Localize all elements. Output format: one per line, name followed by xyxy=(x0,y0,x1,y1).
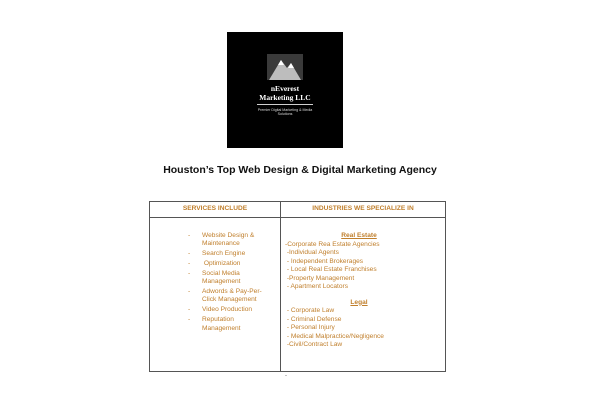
page-headline: Houston’s Top Web Design & Digital Marketing Agency xyxy=(163,164,437,176)
service-label: Optimization xyxy=(202,260,241,268)
service-item xyxy=(188,270,268,287)
list-item: - Medical Malpractice/Negligence xyxy=(285,332,384,340)
legal-list xyxy=(285,307,443,350)
real-estate-list xyxy=(285,241,443,292)
list-item: - Corporate Law xyxy=(285,307,335,314)
list-bullet: - xyxy=(188,260,191,268)
table-header-divider xyxy=(150,217,445,218)
list-item: - Criminal Defense xyxy=(285,315,342,323)
logo-name-line2: Marketing LLC xyxy=(259,93,311,102)
services-header: SERVICES INCLUDE xyxy=(182,205,248,212)
service-label: Video Production xyxy=(202,306,253,314)
section-gap xyxy=(285,292,443,299)
service-item xyxy=(188,306,268,314)
list-item: - Independent Brokerages xyxy=(285,257,364,265)
industries-column xyxy=(285,232,443,350)
service-label: Adwords & Pay-Per-Click Management xyxy=(202,288,262,304)
industries-header: INDUSTRIES WE SPECIALIZE IN xyxy=(312,205,414,212)
service-item xyxy=(188,232,268,249)
industry-title-legal: Legal xyxy=(350,298,368,306)
list-item: -Individual Agents xyxy=(285,249,339,256)
list-bullet: - xyxy=(188,306,191,314)
table-column-divider xyxy=(280,202,281,371)
list-item: -Corporate Rea Estate Agencies xyxy=(285,240,380,248)
mountain-icon xyxy=(267,54,303,80)
list-bullet: - xyxy=(188,269,191,277)
service-label: Reputation Management xyxy=(202,316,241,332)
list-item: -Property Management xyxy=(285,274,355,282)
list-item: - Local Real Estate Franchises xyxy=(285,266,377,273)
service-label: Website Design & Maintenance xyxy=(202,232,255,248)
service-label: Social Media Management xyxy=(202,269,241,286)
list-item: - Apartment Locators xyxy=(285,283,349,290)
service-item xyxy=(188,288,268,305)
logo-divider xyxy=(257,104,313,105)
services-table xyxy=(149,201,446,372)
list-bullet: - xyxy=(188,232,191,239)
service-item xyxy=(188,316,268,333)
list-bullet: - xyxy=(188,250,191,258)
footer-dash: - xyxy=(285,373,287,379)
company-logo xyxy=(227,32,343,148)
service-item xyxy=(188,250,268,258)
list-item: -Civil/Contract Law xyxy=(285,341,343,348)
list-bullet: - xyxy=(188,288,191,296)
services-list xyxy=(188,232,268,334)
service-item xyxy=(188,260,268,268)
list-bullet: - xyxy=(188,316,191,324)
service-label: Search Engine xyxy=(202,250,246,258)
logo-tagline: Premier Digital Marketing & Media Solutions xyxy=(257,108,313,117)
industry-title-real-estate: Real Estate xyxy=(341,232,377,239)
list-item: - Personal Injury xyxy=(285,324,335,331)
logo-name-line1: nEverest xyxy=(270,84,300,93)
